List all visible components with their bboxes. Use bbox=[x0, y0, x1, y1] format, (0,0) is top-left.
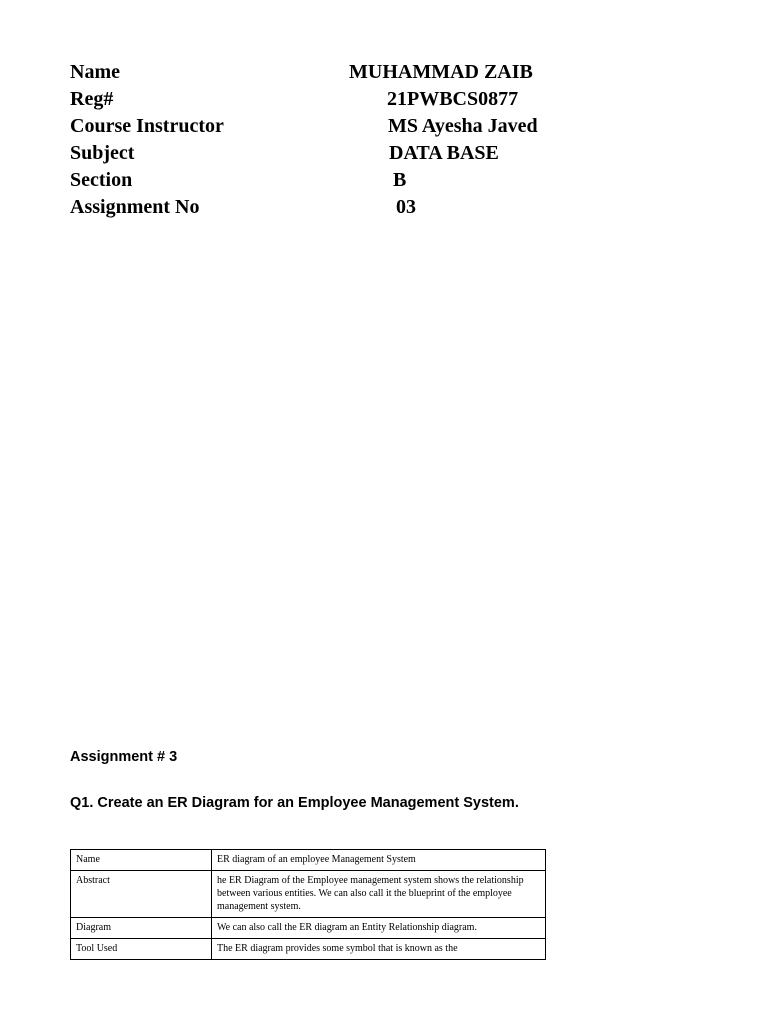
assignment-no-value: 03 bbox=[396, 196, 416, 218]
reg-label: Reg# bbox=[70, 88, 114, 110]
table-key-cell: Diagram bbox=[71, 918, 212, 939]
table-row bbox=[71, 850, 546, 871]
instructor-label: Course Instructor bbox=[70, 115, 224, 137]
instructor-value: MS Ayesha Javed bbox=[388, 115, 538, 137]
table-key-cell: Abstract bbox=[71, 871, 212, 918]
reg-value: 21PWBCS0877 bbox=[387, 88, 519, 110]
table-row bbox=[71, 918, 546, 939]
table-value-cell: We can also call the ER diagram an Entity Relationship diagram. bbox=[212, 918, 546, 939]
table-row bbox=[71, 871, 546, 918]
table-value-cell: ER diagram of an employee Management System bbox=[212, 850, 546, 871]
subject-value: DATA BASE bbox=[389, 142, 499, 164]
table-key-cell: Tool Used bbox=[71, 939, 212, 960]
question-heading: Q1. Create an ER Diagram for an Employee Management System. bbox=[70, 795, 519, 811]
table-key-cell: Name bbox=[71, 850, 212, 871]
name-value: MUHAMMAD ZAIB bbox=[349, 61, 533, 83]
table-row bbox=[71, 939, 546, 960]
subject-label: Subject bbox=[70, 142, 135, 164]
section-value: B bbox=[393, 169, 407, 191]
table-value-cell: he ER Diagram of the Employee management system shows the relationship between various entities. We can also call it the blueprint of the employee management system. bbox=[212, 871, 546, 918]
section-label: Section bbox=[70, 169, 133, 191]
assignment-no-label: Assignment No bbox=[70, 196, 200, 218]
table-value-cell: The ER diagram provides some symbol that is known as the bbox=[212, 939, 546, 960]
assignment-heading: Assignment # 3 bbox=[70, 749, 178, 765]
name-label: Name bbox=[70, 61, 120, 83]
er-info-table bbox=[70, 849, 546, 960]
